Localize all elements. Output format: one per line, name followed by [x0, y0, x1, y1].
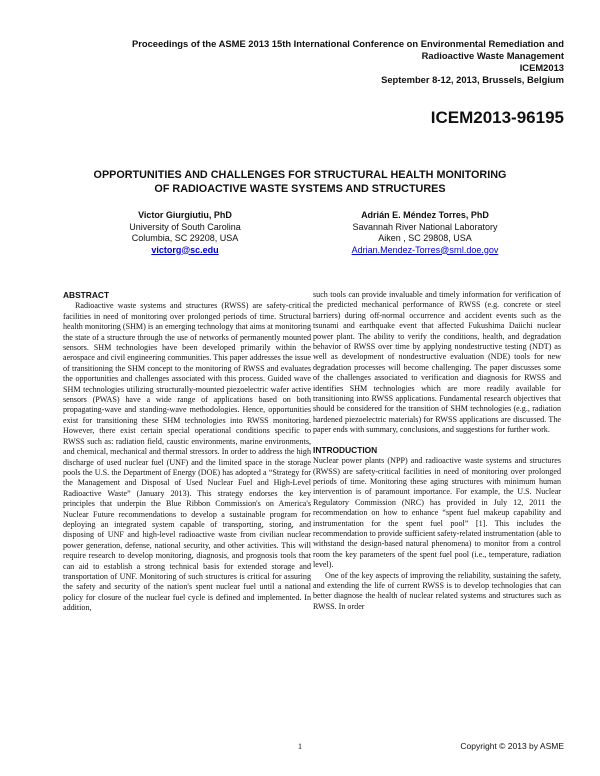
copyright-notice: Copyright © 2013 by ASME: [460, 741, 564, 751]
author-block-1: [60, 210, 310, 256]
author-address: Aiken , SC 29808, USA: [378, 233, 472, 243]
author-address: Columbia, SC 29208, USA: [131, 233, 239, 243]
proceedings-line-2: Radioactive Waste Management: [421, 50, 564, 61]
introduction-paragraph-1: Nuclear power plants (NPP) and radioactive waste systems and structures (RWSS) are safety-critical facilities in need of monitoring over prolonged periods of time. Monitoring these aging structures with minimum human intervention is of paramount importance. For example, the U.S. Nuclear Regulatory Commission (NRC) has provided in July 12, 2011 the recommendation on how to enhance “spent fuel makeup capability and instrumentation for the spent fuel pool” [1]. This includes the recommendation to provide sufficient safety-related instrumentation (able to withstand the design-based natural phenomena) to monitor from a control room the key parameters of the spent fuel pool (i.e., temperature, radiation level).: [313, 456, 561, 570]
left-column: [63, 290, 311, 614]
introduction-paragraph-2: One of the key aspects of improving the reliability, sustaining the safety, and extending the life of current RWSS is to develop technologies that can better diagnose the health of nuclear related systems and structures such as RWSS. In order: [313, 570, 561, 611]
title-line-2: OF RADIOACTIVE WASTE SYSTEMS AND STRUCTURES: [154, 183, 446, 195]
author-affiliation: Savannah River National Laboratory: [352, 221, 498, 232]
author-email-link[interactable]: victorg@sc.edu: [151, 244, 219, 255]
proceedings-line-3: ICEM2013: [519, 62, 564, 73]
proceedings-header: [94, 38, 564, 86]
author-name: Adrián E. Méndez Torres, PhD: [361, 210, 489, 220]
introduction-heading: INTRODUCTION: [313, 444, 378, 455]
abstract-paragraph-1: Radioactive waste systems and structures (RWSS) are safety-critical facilities in need of monitoring over prolonged periods of time. Structural health monitoring (SHM) is an emerging technology that aims at monitoring the state of a structure through the use of networks of permanently mounted sensors. SHM technologies have been developed primarily within the aerospace and civil engineering communities. This paper addresses the issue of transitioning the SHM concept to the monitoring of RWSS and evaluates the opportunities and challenges associated with this process. Guided wave SHM technologies utilizing structurally-mounted piezoelectric wafer active sensors (PWAS) have a wide range of applications based on both propagating-wave and standing-wave methodologies. Hence, opportunities exist for transitioning these SHM technologies into RWSS monitoring. However, there exist certain special operational conditions specific to RWSS such as: radiation field, caustic environments, marine environments, and chemical, mechanical and thermal stressors. In order to address the high discharge of used nuclear fuel (UNF) and the limited space in the storage pools the U.S. the Department of Energy (DOE) has adopted a “Strategy for the Management and Disposal of Used Nuclear Fuel and High-Level Radioactive Waste” (January 2013). This strategy endorses the key principles that underpin the Blue Ribbon Commission's on America's Nuclear Future recommendations to develop a sustainable program for deploying an integrated system capable of transporting, storing, and disposing of UNF and high-level radioactive waste from civilian nuclear power generation, defense, national security, and other activities. This will require research to develop monitoring, diagnosis, and prognosis tools that can aid to establish a strong technical basis for extended storage and transportation of UNF. Monitoring of such structures is critical for assuring the safety and security of the nation's spent nuclear fuel until a national policy for closure of the nuclear fuel cycle is defined and implemented. In addition,: [63, 301, 311, 613]
author-block-2: [300, 210, 550, 256]
title-line-1: OPPORTUNITIES AND CHALLENGES FOR STRUCTURAL HEALTH MONITORING: [93, 169, 507, 181]
page-number: 1: [297, 741, 303, 751]
proceedings-line-1: Proceedings of the ASME 2013 15th International Conference on Environmental Remediation and: [131, 38, 564, 49]
author-email-link[interactable]: Adrian.Mendez-Torres@srnl.doe.gov: [351, 244, 499, 255]
right-column: [313, 290, 561, 612]
abstract-heading: ABSTRACT: [63, 290, 110, 300]
proceedings-line-4: September 8-12, 2013, Brussels, Belgium: [381, 74, 564, 85]
author-affiliation: University of South Carolina: [129, 221, 241, 232]
abstract-paragraph-2: such tools can provide invaluable and timely information for verification of the predicted mechanical performance of RWSS (e.g. concrete or steel barriers) during off-normal occurrence and accident events such as the tsunami and earthquake event that affected Fukushima Daiichi nuclear power plant. The ability to verify the conditions, health, and degradation behavior of RWSS over time by applying nondestructive testing (NDT) as well as development of nondestructive evaluation (NDE) tools for new degradation processes will become challenging. The paper discusses some of the challenges associated to verification and diagnosis for RWSS and identifies SHM technologies which are more readily available for transitioning into RWSS applications. Fundamental research objectives that should be considered for the transition of SHM technologies (e.g., radiation hardened piezoelectric materials) for RWSS applications are discussed. The paper ends with summary, conclusions, and suggestions for further work.: [313, 290, 561, 435]
paper-title: [60, 168, 540, 196]
paper-id: ICEM2013-96195: [430, 108, 564, 127]
author-name: Victor Giurgiutiu, PhD: [138, 210, 232, 220]
